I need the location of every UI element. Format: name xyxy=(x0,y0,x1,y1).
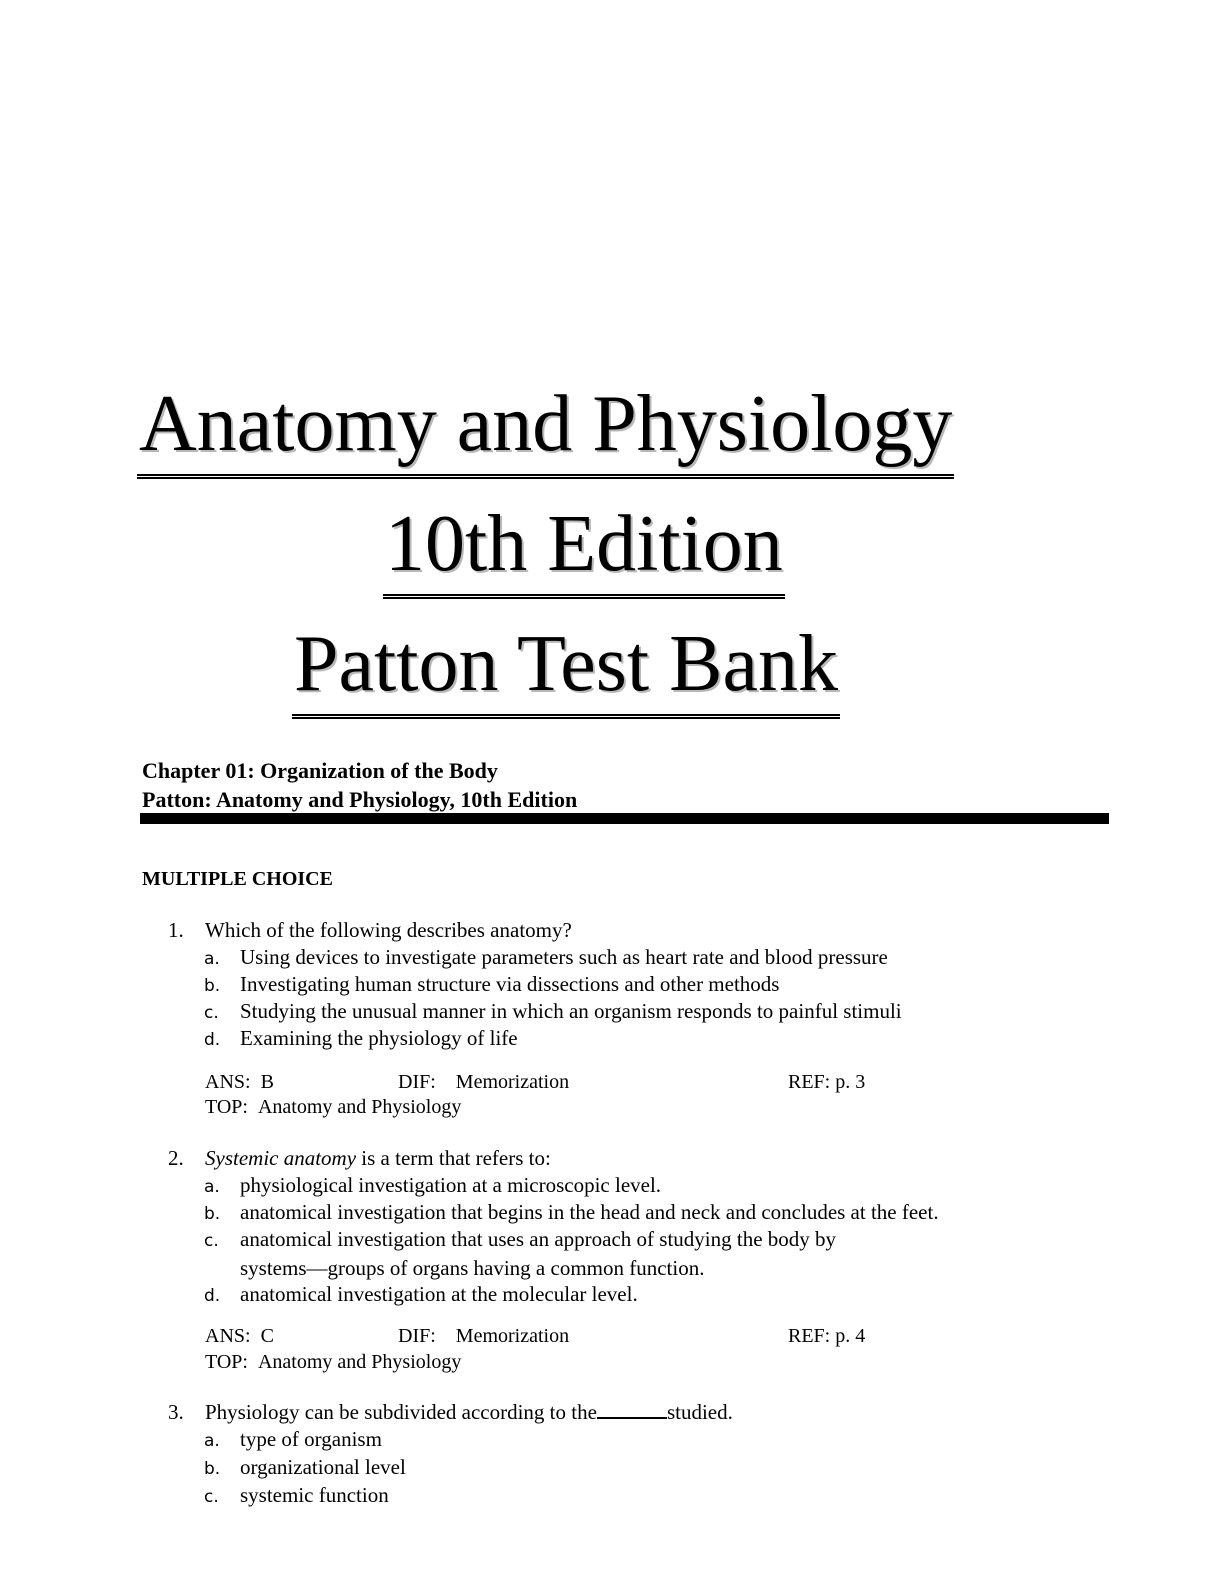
question-text: Physiology can be subdivided according to the xyxy=(205,1400,597,1424)
top-label: TOP: xyxy=(205,1351,248,1373)
option-b xyxy=(204,971,779,1000)
section-heading: MULTIPLE CHOICE xyxy=(142,868,333,890)
chapter-header xyxy=(142,756,577,814)
option-text: systemic function xyxy=(240,1483,389,1507)
option-c xyxy=(204,998,902,1027)
option-text: type of organism xyxy=(240,1427,382,1451)
option-letter: d. xyxy=(204,1286,221,1306)
title-line-2 xyxy=(383,488,785,601)
difficulty xyxy=(398,1069,569,1095)
option-text: Using devices to investigate parameters such as heart rate and blood pressure xyxy=(240,945,888,969)
answer-blank xyxy=(597,1399,667,1419)
option-c xyxy=(204,1482,389,1511)
option-text: Studying the unusual manner in which an organism responds to painful stimuli xyxy=(240,999,902,1023)
question-stem xyxy=(168,1145,551,1172)
top-label: TOP: xyxy=(205,1096,248,1118)
option-c xyxy=(204,1226,836,1282)
option-a xyxy=(204,1172,661,1201)
ref-label: REF: xyxy=(788,1071,831,1093)
option-a xyxy=(204,944,888,973)
ans-label: ANS: xyxy=(205,1071,251,1093)
option-text: Examining the physiology of life xyxy=(240,1026,518,1050)
ref-label: REF: xyxy=(788,1325,831,1347)
reference-value: p. 3 xyxy=(835,1071,866,1093)
topic xyxy=(205,1094,461,1120)
option-letter: a. xyxy=(204,1177,220,1197)
question-term: Systemic anatomy xyxy=(205,1146,357,1170)
difficulty-value: Memorization xyxy=(455,1325,570,1347)
option-letter: c. xyxy=(204,1003,219,1023)
dif-label: DIF: xyxy=(398,1325,436,1347)
title-line-3 xyxy=(292,608,840,721)
option-d xyxy=(204,1281,638,1310)
option-letter: b. xyxy=(204,1459,221,1479)
option-letter: c. xyxy=(204,1487,219,1507)
difficulty-value: Memorization xyxy=(455,1071,570,1093)
reference-value: p. 4 xyxy=(835,1325,866,1347)
question-text: Which of the following describes anatomy? xyxy=(205,918,572,942)
ans-label: ANS: xyxy=(205,1325,251,1347)
option-letter: d. xyxy=(204,1030,221,1050)
question-number: 1. xyxy=(168,918,184,942)
topic xyxy=(205,1349,461,1375)
chapter-title: Chapter 01: Organization of the Body xyxy=(142,758,498,783)
option-b xyxy=(204,1199,939,1228)
option-letter: b. xyxy=(204,1204,221,1224)
answer-label xyxy=(205,1069,274,1095)
option-text: Investigating human structure via dissections and other methods xyxy=(240,972,780,996)
reference xyxy=(788,1323,865,1349)
option-text: anatomical investigation that uses an approach of studying the body by xyxy=(240,1227,837,1251)
option-text-continued: systems—groups of organs having a common function. xyxy=(240,1256,705,1280)
option-letter: a. xyxy=(204,949,220,969)
option-letter: b. xyxy=(204,976,221,996)
answer-label xyxy=(205,1323,274,1349)
answer-value: B xyxy=(260,1071,274,1093)
question-stem xyxy=(168,1399,733,1426)
option-b xyxy=(204,1454,406,1483)
difficulty xyxy=(398,1323,569,1349)
option-d xyxy=(204,1025,518,1054)
question-number: 3. xyxy=(168,1400,184,1424)
question-stem xyxy=(168,917,572,944)
book-title: Patton: Anatomy and Physiology, 10th Edition xyxy=(142,787,578,812)
option-text: organizational level xyxy=(240,1455,406,1479)
option-text: physiological investigation at a microscopic level. xyxy=(240,1173,662,1197)
question-text-end: studied. xyxy=(666,1400,733,1424)
question-number: 2. xyxy=(168,1146,184,1170)
option-text: anatomical investigation that begins in the head and neck and concludes at the feet. xyxy=(240,1200,939,1224)
title-text-1: Anatomy and Physiology xyxy=(137,378,954,479)
topic-value: Anatomy and Physiology xyxy=(257,1351,462,1373)
answer-value: C xyxy=(260,1325,274,1347)
title-line-1 xyxy=(137,368,954,481)
chapter-divider xyxy=(140,813,1109,824)
question-text: is a term that refers to: xyxy=(356,1146,551,1170)
reference xyxy=(788,1069,865,1095)
option-letter: a. xyxy=(204,1431,220,1451)
title-text-2: 10th Edition xyxy=(383,498,785,599)
option-text: anatomical investigation at the molecular level. xyxy=(240,1282,638,1306)
title-text-3: Patton Test Bank xyxy=(292,618,840,719)
dif-label: DIF: xyxy=(398,1071,436,1093)
topic-value: Anatomy and Physiology xyxy=(257,1096,462,1118)
option-a xyxy=(204,1426,382,1455)
option-letter: c. xyxy=(204,1231,219,1251)
